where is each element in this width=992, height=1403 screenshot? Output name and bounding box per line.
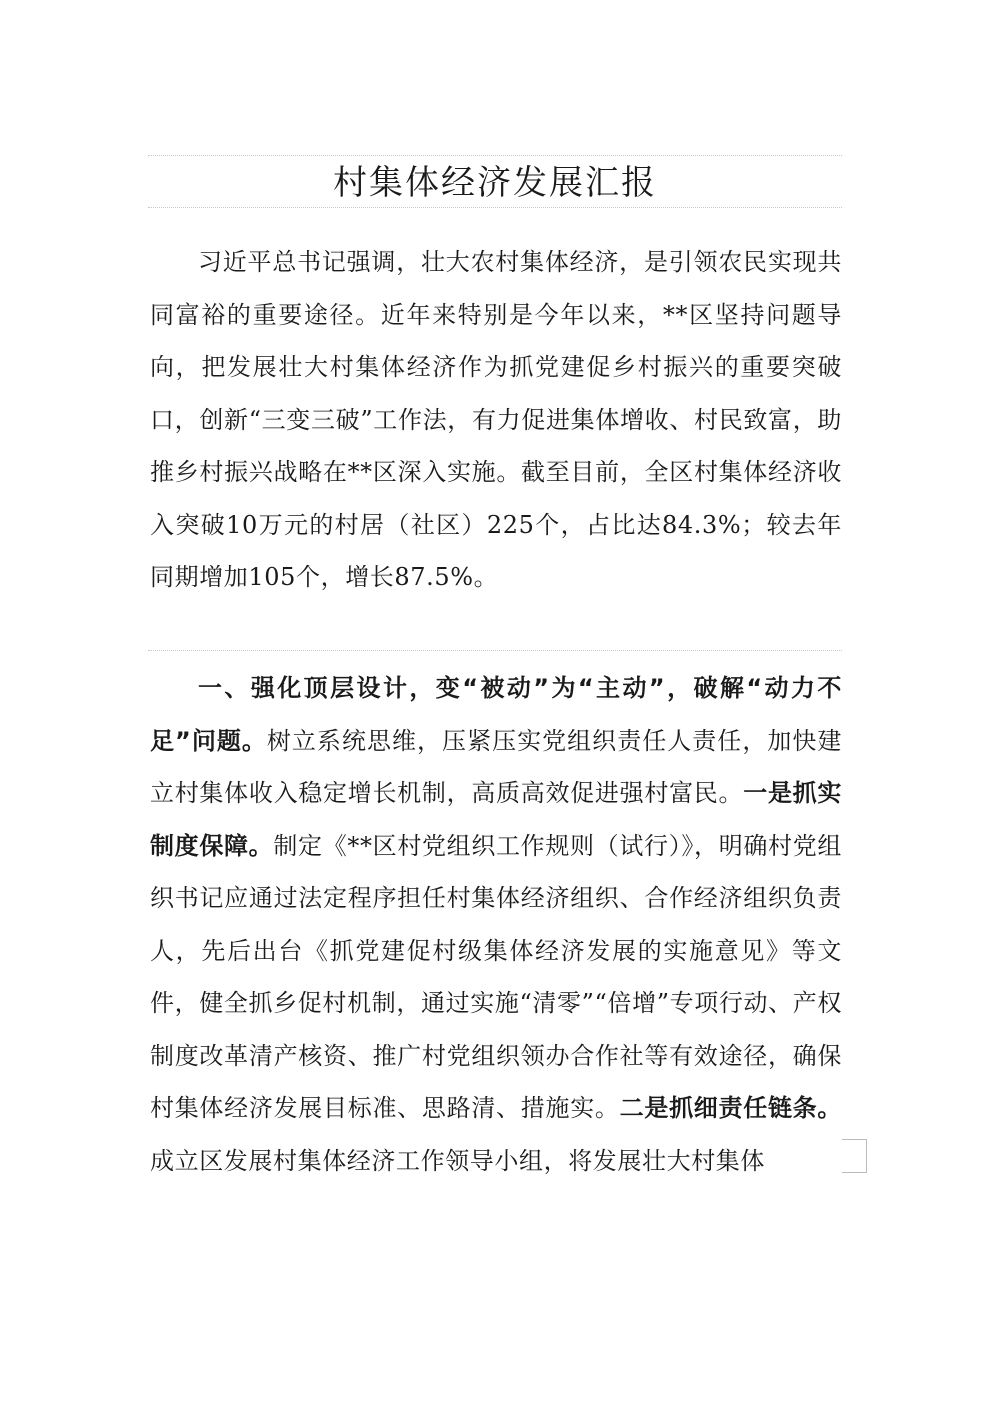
sub-text-two: 成立区发展村集体经济工作领导小组，将发展壮大村集体: [150, 1146, 765, 1175]
sub-heading-one: 一是抓实制度保障。: [150, 779, 842, 860]
sub-heading-two: 二是抓细责任链条。: [619, 1094, 843, 1122]
section-one-paragraph: [150, 662, 842, 1187]
section-one-text: 树立系统思维，压紧压实党组织责任人责任，加快建立村集体收入稳定增长机制，高质高效促进强村富民。: [150, 726, 842, 807]
section-one-heading: 一、强化顶层设计，变“被动”为“主动”，破解“动力不足”问题。: [150, 674, 842, 755]
sub-text-one: 制定《**区村党组织工作规则（试行）》，明确村党组织书记应通过法定程序担任村集体经济组织、合作经济组织负责人，先后出台《抓党建促村级集体经济发展的实施意见》等文件，健全抓乡促村机制，通过实施“清零”“倍增”专项行动、产权制度改革清产核资、推广村党组织领办合作社等有效途径，确保村集体经济发展目标准、思路清、措施实。: [150, 831, 843, 1122]
title-bottom-rule: [148, 207, 842, 208]
document-title: 村集体经济发展汇报: [333, 163, 657, 203]
margin-box-marker: [842, 1139, 867, 1173]
section-one-block: [150, 662, 842, 1187]
intro-block: [150, 236, 842, 604]
intro-paragraph: 习近平总书记强调，壮大农村集体经济，是引领农民实现共同富裕的重要途径。近年来特别是今年以来，**区坚持问题导向，把发展壮大村集体经济作为抓党建促乡村振兴的重要突破口，创新“三变三破”工作法，有力促进集体增收、村民致富，助推乡村振兴战略在**区深入实施。截至目前，全区村集体经济收入突破10万元的村居（社区）225个，占比达84.3%；较去年同期增加105个，增长87.5%。: [150, 248, 842, 591]
title-top-rule: [148, 155, 842, 156]
paragraph-separator: [148, 650, 842, 651]
